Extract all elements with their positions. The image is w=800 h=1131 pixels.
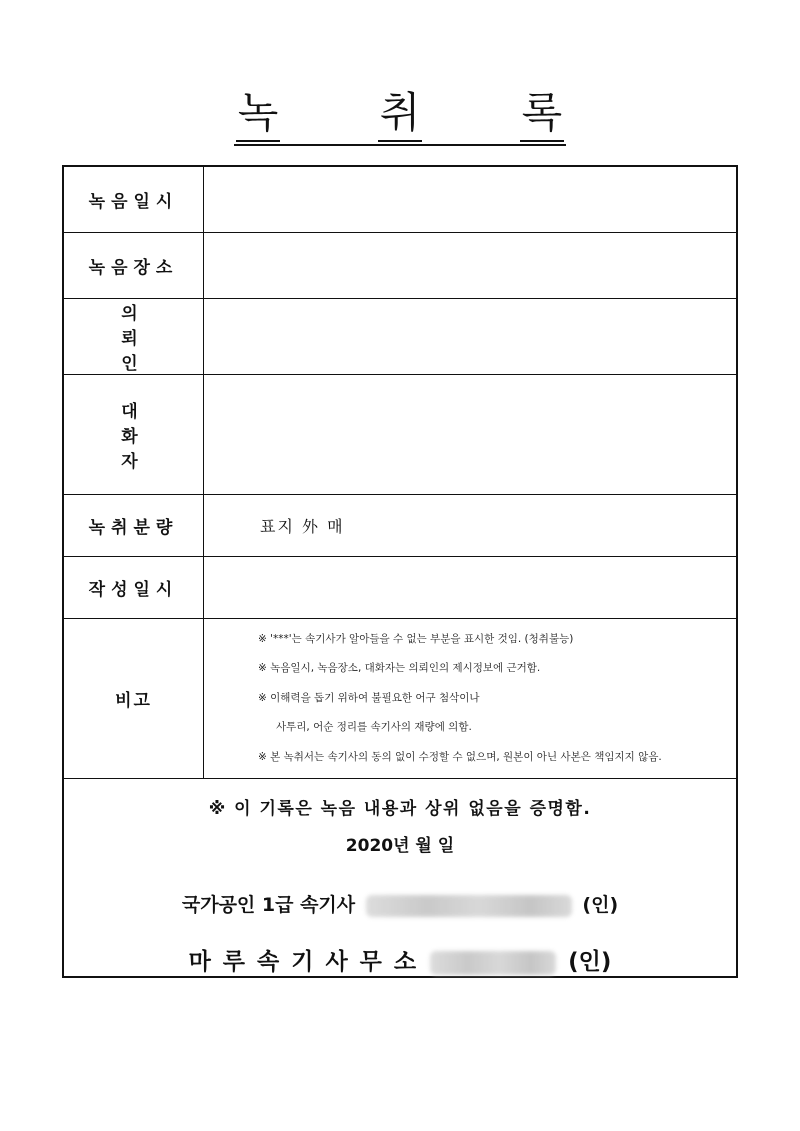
row-footer	[63, 779, 737, 978]
remarks-cell	[204, 618, 738, 779]
recording-place-value[interactable]	[204, 232, 738, 298]
speakers-value[interactable]	[204, 374, 738, 494]
recording-datetime-value[interactable]	[204, 166, 738, 232]
row-recording-place	[63, 232, 737, 298]
row-remarks	[63, 618, 737, 779]
redacted-stenographer-info	[366, 895, 572, 917]
office-line	[64, 943, 736, 976]
remark-note: ※ 본 녹취서는 속기사의 동의 없이 수정할 수 없으며, 원본이 아닌 사본은 책임지지 않음.	[258, 750, 662, 763]
document-title	[0, 88, 800, 146]
remarks-label: 비고	[63, 618, 204, 779]
certification-block	[63, 779, 737, 978]
stenographer-line	[64, 890, 736, 917]
remark-note: ※ 이해력을 돕기 위하여 불필요한 어구 첨삭이나	[258, 691, 480, 704]
stenographer-title: 국가공인 1급 속기사	[181, 894, 356, 916]
redacted-office-info	[430, 951, 556, 975]
speakers-label: 대 화 자	[63, 374, 204, 494]
recording-place-label: 녹음장소	[63, 232, 204, 298]
title-char: 녹	[236, 88, 281, 142]
row-written-datetime	[63, 556, 737, 618]
remark-note: 사투리, 어순 정리를 속기사의 재량에 의함.	[276, 721, 472, 733]
transcript-volume-value[interactable]: 표지 外 매	[260, 516, 345, 536]
transcript-volume-cell	[204, 494, 738, 556]
stenographer-seal: (인)	[582, 894, 619, 916]
client-value[interactable]	[204, 298, 738, 374]
title-underline	[234, 88, 566, 146]
certification-date: 2020년 월 일	[345, 836, 455, 856]
transcript-volume-label: 녹취분량	[63, 494, 204, 556]
remarks-notes	[204, 619, 736, 779]
written-datetime-value[interactable]	[204, 556, 738, 618]
client-label: 의 뢰 인	[63, 298, 204, 374]
row-transcript-volume	[63, 494, 737, 556]
certification-statement: ※ 이 기록은 녹음 내용과 상위 없음을 증명함.	[208, 799, 592, 819]
row-speakers	[63, 374, 737, 494]
row-recording-datetime	[63, 166, 737, 232]
remark-note: ※ 녹음일시, 녹음장소, 대화자는 의뢰인의 제시정보에 근거함.	[258, 662, 541, 674]
office-name: 마루속기사무소	[188, 949, 429, 975]
recording-datetime-label: 녹음일시	[63, 166, 204, 232]
title-char: 취	[378, 88, 423, 142]
title-char: 록	[520, 88, 565, 142]
remark-note: ※ '***'는 속기사가 알아들을 수 없는 부분을 표시한 것임. (청취불능)	[258, 632, 574, 645]
written-datetime-label: 작성일시	[63, 556, 204, 618]
transcript-info-table	[62, 165, 738, 978]
office-seal: (인)	[568, 949, 612, 975]
row-client	[63, 298, 737, 374]
